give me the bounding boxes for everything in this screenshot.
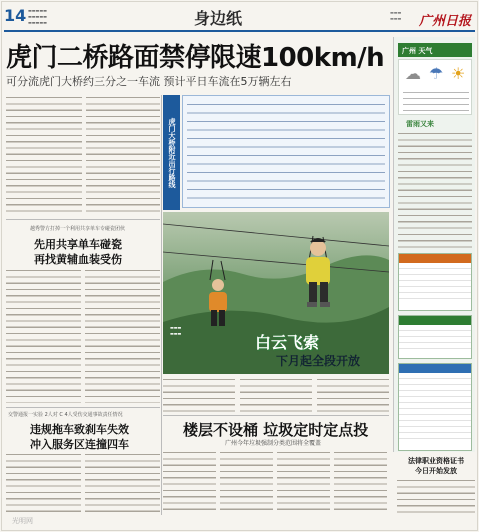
route-info-box: [182, 95, 390, 208]
table-row: [399, 343, 471, 349]
lead-subhead: 可分流虎门大桥约三分之一车流 预计平日车流在5万辆左右: [6, 75, 292, 88]
table-row: [399, 293, 471, 299]
divider-h3: [163, 415, 389, 416]
sidebar-bottom-body: [397, 478, 475, 518]
divider-h2: [6, 407, 160, 408]
story2-kicker: 越秀警方打掉一个利用共享单车专碰瓷团伙: [30, 226, 126, 232]
header-date: ▬▬▬ ▬▬▬: [390, 10, 402, 21]
cloud-icon: ☁: [405, 64, 421, 83]
story2-headline-1: 先用共享单车碰瓷: [34, 238, 122, 251]
header-meta: ▬▬▬▬▬ ▬▬▬▬▬ ▬▬▬▬▬: [28, 8, 47, 25]
route-tag: 虎门大桥附近出行路线: [163, 95, 180, 210]
index-table-header: [399, 316, 471, 325]
weather-body: [398, 131, 472, 249]
divider-v1: [161, 95, 162, 515]
sidebar-bottom-headline-2: 今日开始发放: [415, 467, 457, 475]
rain-icon: ☂: [429, 64, 444, 83]
weather-title: 雷雨又来: [406, 120, 434, 128]
weather-text: [403, 90, 469, 112]
story3-headline-1: 违规拖车致刹车失效: [30, 423, 129, 436]
lead-body-col2: [86, 95, 160, 215]
watermark: 光明网: [12, 517, 33, 525]
right-sidebar: [393, 37, 475, 452]
weather-header: 广州 天气: [398, 43, 472, 57]
lead-headline: 虎门二桥路面禁停限速100km/h: [6, 43, 385, 73]
index-table: [398, 315, 472, 359]
forecast-table: [398, 253, 472, 311]
air-quality-header: [399, 364, 471, 373]
story2-headline-2: 再找黄辅血装受伤: [34, 253, 122, 266]
photo-subtitle: 下月起全段开放: [276, 354, 361, 368]
story2-body: [6, 268, 160, 403]
weather-box: [398, 59, 472, 115]
page-number: 14: [4, 6, 27, 25]
bottom-body: [163, 450, 389, 514]
bottom-headline: 楼层不设桶 垃圾定时定点投: [183, 421, 369, 439]
route-lines: [187, 101, 385, 201]
lead-body-col1: [6, 95, 82, 215]
story3-kicker: 交警通报一实验 2人对 C 4人受伤交通事故责任情况: [8, 412, 123, 418]
sun-icon: ☀: [451, 64, 466, 83]
page-header: [4, 4, 475, 32]
sidebar-bottom-headline-1: 法律职业资格证书: [408, 457, 464, 465]
sidebar-bottom-headline: [398, 456, 474, 476]
table-row: [399, 433, 471, 439]
photo-title: 白云飞索: [255, 333, 320, 352]
newspaper-logo: 广州日报: [418, 14, 471, 29]
bottom-subhead: 广州今年垃圾强制分类范围将全覆盖: [225, 440, 322, 447]
divider-h1: [6, 219, 160, 220]
photo-credit: ▬▬▬ ▬▬▬: [170, 325, 182, 336]
story3-body: [6, 452, 160, 512]
photo-story-body: [163, 377, 389, 413]
air-quality-table: [398, 363, 472, 451]
section-title: 身边纸: [194, 9, 243, 28]
story3-headline-2: 冲入服务区连撞四车: [30, 438, 129, 451]
forecast-table-header: [399, 254, 471, 263]
